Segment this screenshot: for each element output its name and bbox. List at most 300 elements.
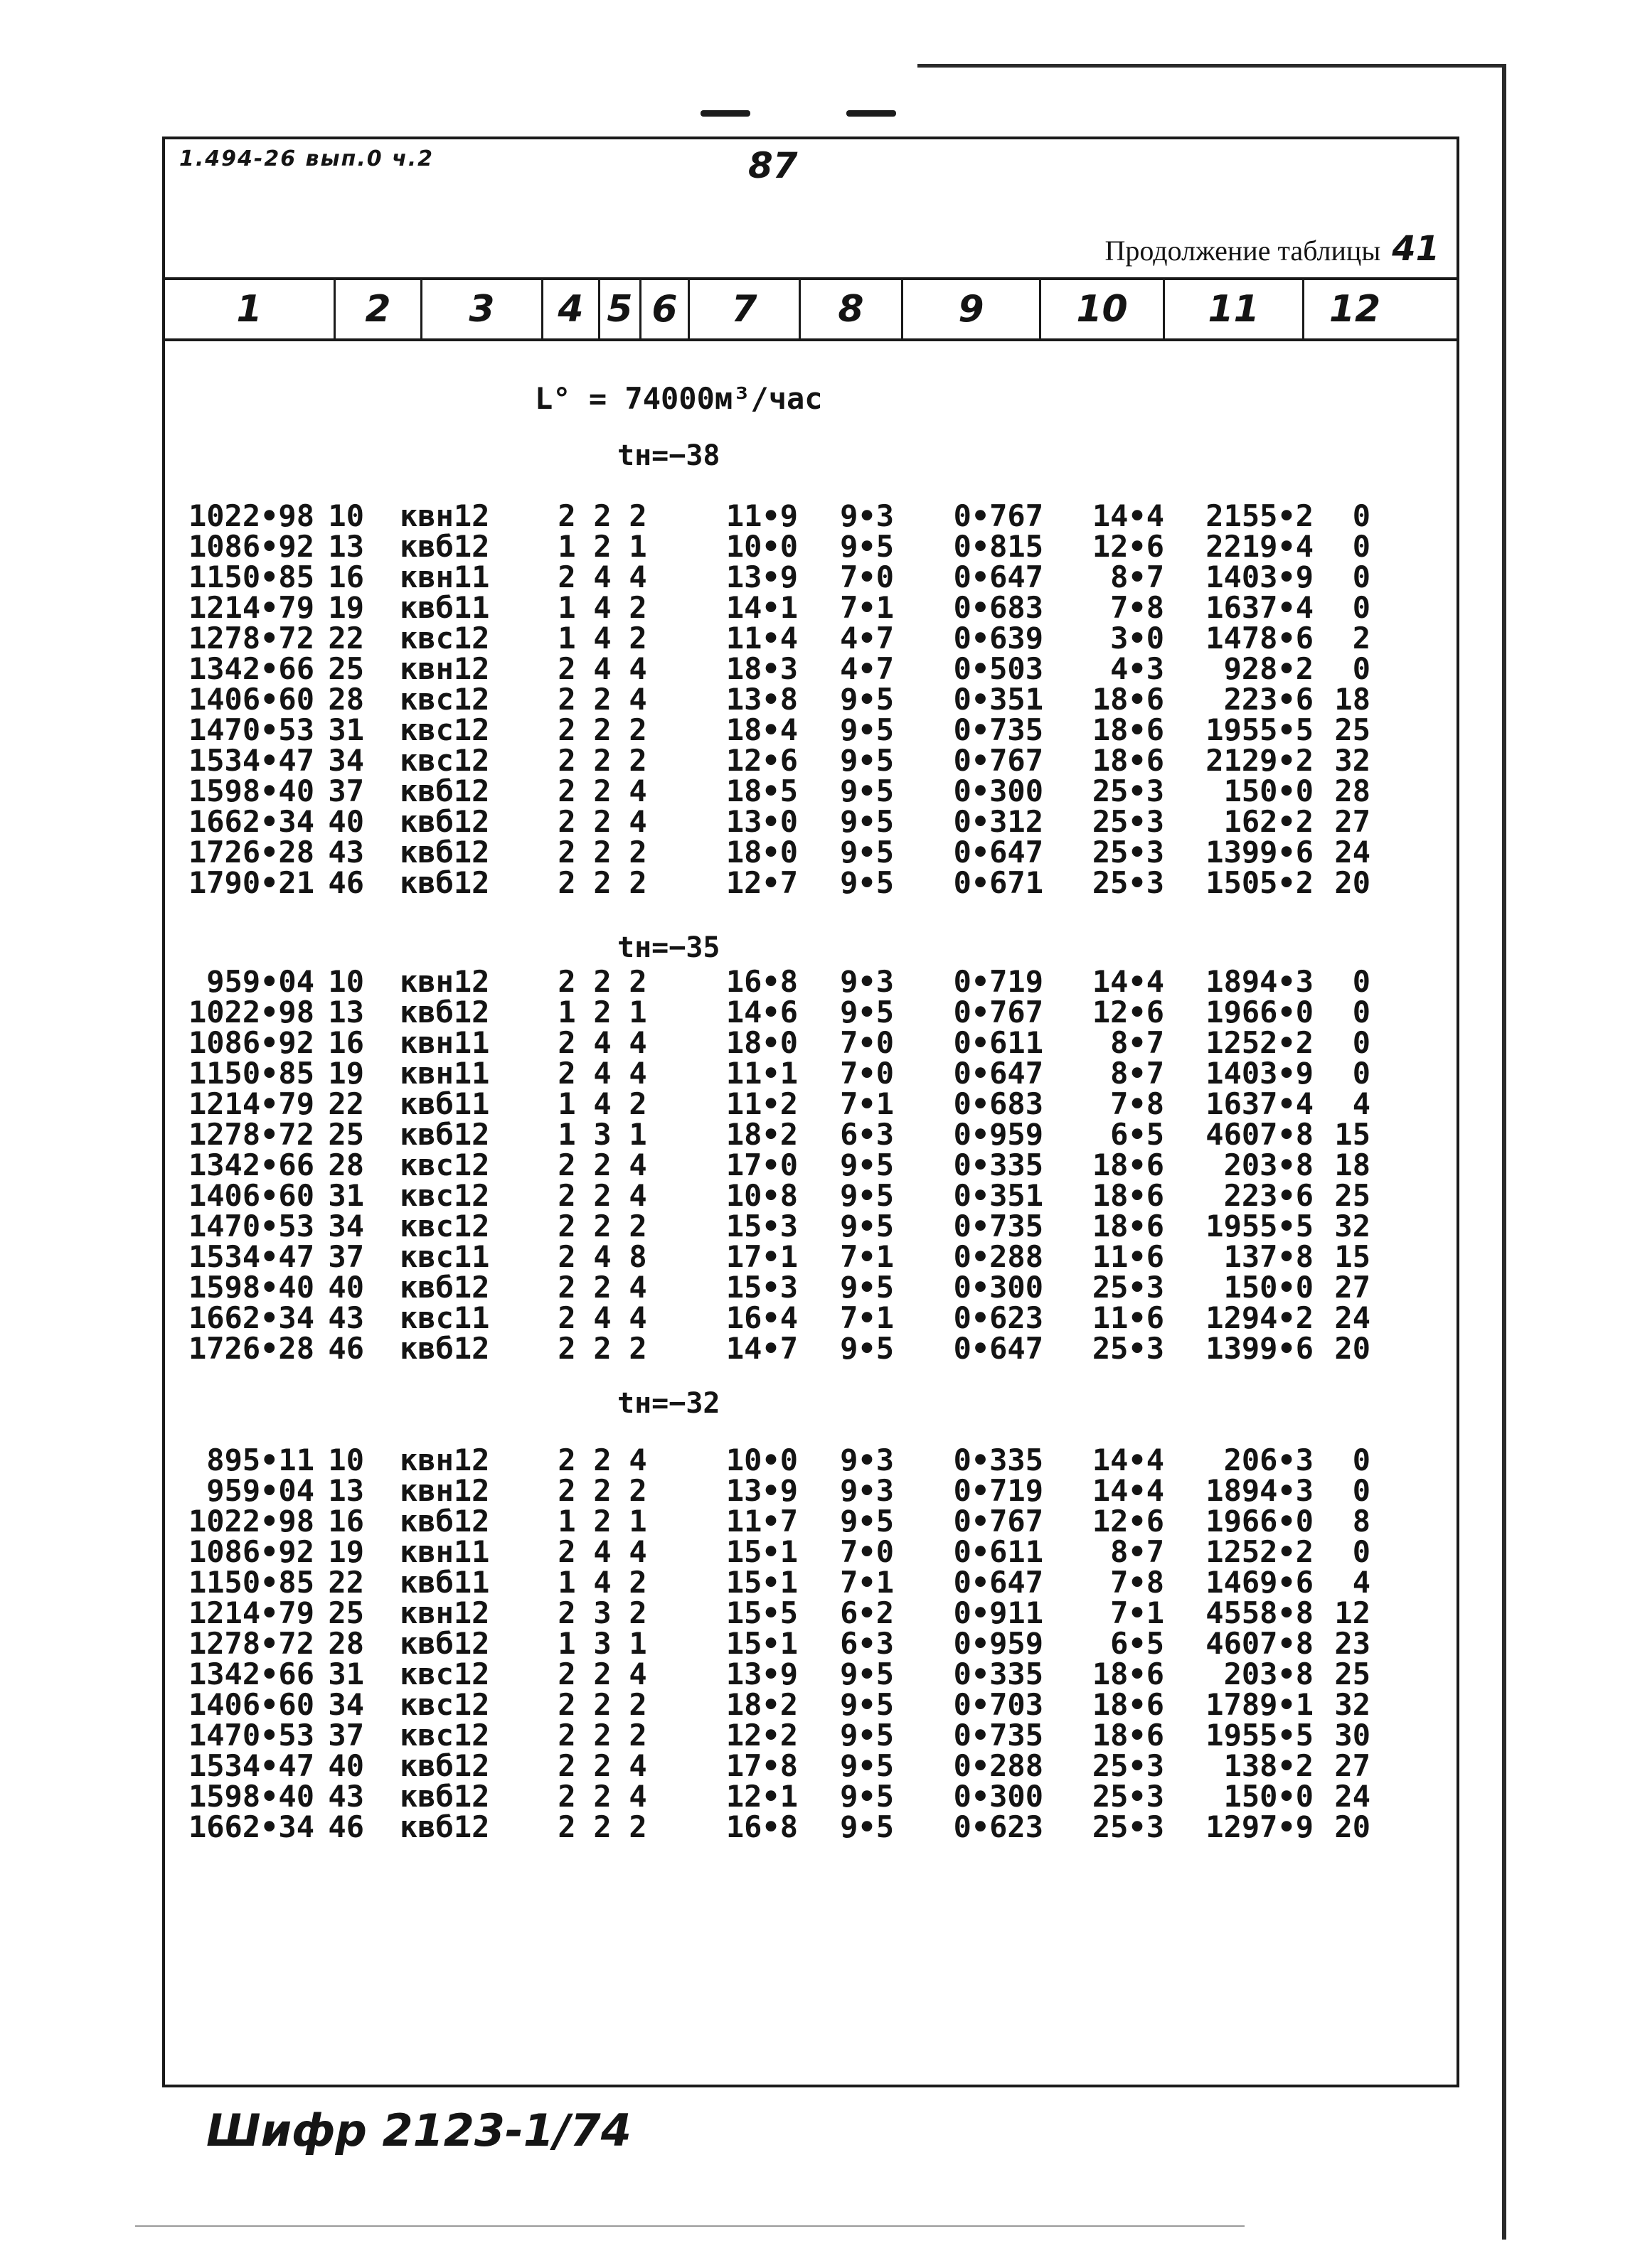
table-cell: 31 — [328, 1657, 364, 1691]
table-cell: 18•0 — [725, 835, 798, 870]
table-cell: 1726•28 — [188, 835, 314, 870]
table-cell: 2 — [558, 1748, 576, 1783]
table-cell: 150•0 — [1223, 1779, 1314, 1814]
table-cell: 2 — [558, 1331, 576, 1366]
table-cell: 27 — [1334, 1270, 1370, 1305]
table-row — [186, 1689, 1370, 1720]
table-cell: 1399•6 — [1205, 835, 1314, 870]
table-cell: 1 — [558, 1504, 576, 1539]
table-row — [186, 653, 1370, 684]
table-cell: 7•1 — [840, 1300, 894, 1335]
table-cell: 4 — [593, 621, 612, 656]
table-cell: 9•5 — [840, 743, 894, 778]
table-cell: квн11 — [400, 1056, 490, 1091]
table-cell: 2 — [593, 1718, 612, 1753]
table-cell: 25 — [328, 1117, 364, 1152]
table-cell: 14•4 — [1092, 964, 1164, 999]
table-cell: 0•647 — [953, 1056, 1043, 1091]
table-cell: квб11 — [400, 590, 490, 625]
table-cell: 2 — [558, 1473, 576, 1508]
table-row — [186, 1027, 1370, 1058]
table-cell: 2 — [593, 1657, 612, 1691]
table-cell: квн12 — [400, 1473, 490, 1508]
table-cell: 203•8 — [1223, 1148, 1314, 1182]
table-cell: 0 — [1352, 1443, 1370, 1477]
table-cell: 4 — [593, 1025, 612, 1060]
table-cell: 1598•40 — [188, 1270, 314, 1305]
column-number: 3 — [422, 280, 543, 338]
table-cell: квн11 — [400, 1534, 490, 1569]
column-number: 4 — [543, 280, 600, 338]
table-cell: 18 — [1334, 1148, 1370, 1182]
table-cell: квб12 — [400, 1809, 490, 1844]
table-cell: 2 — [593, 1473, 612, 1508]
table-cell: 24 — [1334, 1300, 1370, 1335]
table-cell: 2 — [558, 743, 576, 778]
table-cell: 0 — [1352, 1473, 1370, 1508]
table-cell: 2 — [593, 995, 612, 1029]
table-cell: 2 — [558, 682, 576, 717]
table-cell: 9•5 — [840, 1331, 894, 1366]
table-cell: 1150•85 — [188, 1056, 314, 1091]
table-cell: 13•9 — [725, 1657, 798, 1691]
table-cell: 0•611 — [953, 1534, 1043, 1569]
table-cell: 1534•47 — [188, 743, 314, 778]
table-cell: 8•7 — [1110, 1534, 1164, 1569]
table-cell: 2 — [629, 1331, 647, 1366]
table-cell: 25•3 — [1092, 804, 1164, 839]
table-cell: 40 — [328, 1270, 364, 1305]
table-cell: 1534•47 — [188, 1748, 314, 1783]
table-cell: 15•5 — [725, 1595, 798, 1630]
table-cell: 0•719 — [953, 964, 1043, 999]
table-cell: 9•5 — [840, 1504, 894, 1539]
table-cell: 37 — [328, 1239, 364, 1274]
table-cell: 43 — [328, 1300, 364, 1335]
table-cell: 1086•92 — [188, 1534, 314, 1569]
table-cell: 22 — [328, 1086, 364, 1121]
table-cell: квн11 — [400, 560, 490, 594]
table-cell: 1342•66 — [188, 1148, 314, 1182]
table-cell: 28 — [328, 1148, 364, 1182]
table-cell: 0•767 — [953, 995, 1043, 1029]
table-cell: 0 — [1352, 498, 1370, 533]
table-cell: 16•8 — [725, 1809, 798, 1844]
document-sheet — [162, 137, 1459, 2087]
table-cell: 1150•85 — [188, 1565, 314, 1600]
table-cell: 6•2 — [840, 1595, 894, 1630]
table-cell: квс12 — [400, 621, 490, 656]
table-cell: 0•288 — [953, 1748, 1043, 1783]
table-cell: 0 — [1352, 529, 1370, 564]
table-cell: 2 — [593, 1504, 612, 1539]
table-cell: 1790•21 — [188, 865, 314, 900]
table-cell: 2 — [629, 498, 647, 533]
table-cell: 2 — [629, 590, 647, 625]
table-cell: 12•6 — [1092, 995, 1164, 1029]
table-cell: квс12 — [400, 1718, 490, 1753]
table-cell: 2 — [593, 1270, 612, 1305]
table-cell: 18•6 — [1092, 1148, 1164, 1182]
table-cell: квб12 — [400, 804, 490, 839]
table-cell: 25•3 — [1092, 1331, 1164, 1366]
temperature-group-title: tн=−38 — [617, 439, 720, 472]
table-cell: 2 — [558, 560, 576, 594]
table-cell: 40 — [328, 1748, 364, 1783]
table-cell: 0•683 — [953, 1086, 1043, 1121]
table-cell: квс12 — [400, 1148, 490, 1182]
table-cell: квб12 — [400, 529, 490, 564]
table-row — [186, 1272, 1370, 1303]
table-cell: 223•6 — [1223, 1178, 1314, 1213]
table-row — [186, 501, 1370, 531]
table-cell: 14•4 — [1092, 498, 1164, 533]
table-cell: 6•3 — [840, 1117, 894, 1152]
table-cell: 1 — [629, 995, 647, 1029]
table-cell: 4 — [593, 1300, 612, 1335]
table-row — [186, 1750, 1370, 1781]
table-cell: 30 — [1334, 1718, 1370, 1753]
table-cell: 9•3 — [840, 1473, 894, 1508]
table-cell: 0•351 — [953, 1178, 1043, 1213]
table-cell: 27 — [1334, 804, 1370, 839]
table-cell: 0 — [1352, 964, 1370, 999]
table-cell: квс12 — [400, 1178, 490, 1213]
table-cell: квн12 — [400, 1443, 490, 1477]
table-row — [186, 1119, 1370, 1150]
table-cell: 32 — [1334, 1687, 1370, 1722]
table-cell: 18 — [1334, 682, 1370, 717]
table-cell: 20 — [1334, 1809, 1370, 1844]
table-cell: 22 — [328, 621, 364, 656]
table-cell: 1 — [558, 1626, 576, 1661]
table-cell: 1 — [558, 621, 576, 656]
table-cell: 4 — [629, 1148, 647, 1182]
table-cell: 2 — [629, 743, 647, 778]
table-cell: 2 — [558, 1443, 576, 1477]
table-cell: 15•1 — [725, 1565, 798, 1600]
table-cell: 13 — [328, 529, 364, 564]
table-cell: 9•5 — [840, 529, 894, 564]
table-cell: 0•639 — [953, 621, 1043, 656]
table-cell: 9•5 — [840, 835, 894, 870]
column-number: 5 — [600, 280, 641, 338]
table-cell: 1252•2 — [1205, 1025, 1314, 1060]
table-cell: 3 — [593, 1117, 612, 1152]
table-cell: 18•4 — [725, 712, 798, 747]
table-cell: 40 — [328, 804, 364, 839]
table-cell: 2 — [558, 835, 576, 870]
table-cell: 4 — [593, 1239, 612, 1274]
table-cell: 24 — [1334, 835, 1370, 870]
table-cell: 4607•8 — [1205, 1117, 1314, 1152]
table-cell: 11•6 — [1092, 1300, 1164, 1335]
table-cell: квн12 — [400, 498, 490, 533]
table-cell: 1469•6 — [1205, 1565, 1314, 1600]
table-cell: квн12 — [400, 651, 490, 686]
table-cell: 4 — [629, 1657, 647, 1691]
table-cell: 1470•53 — [188, 1209, 314, 1243]
table-cell: 1 — [558, 1117, 576, 1152]
table-row — [186, 1445, 1370, 1475]
table-cell: 7•1 — [1110, 1595, 1164, 1630]
table-row — [186, 1536, 1370, 1567]
table-cell: 4•7 — [840, 621, 894, 656]
table-cell: 0•703 — [953, 1687, 1043, 1722]
table-cell: 1406•60 — [188, 1178, 314, 1213]
column-number: 7 — [690, 280, 801, 338]
table-cell: 2 — [558, 774, 576, 808]
table-cell: 4 — [593, 560, 612, 594]
table-cell: 2 — [593, 1687, 612, 1722]
table-cell: 6•5 — [1110, 1626, 1164, 1661]
table-row — [186, 1567, 1370, 1598]
table-cell: 2 — [558, 651, 576, 686]
table-cell: квн12 — [400, 964, 490, 999]
table-cell: 18•6 — [1092, 712, 1164, 747]
table-cell: 7•0 — [840, 1056, 894, 1091]
table-cell: 0•312 — [953, 804, 1043, 839]
table-cell: 2 — [629, 621, 647, 656]
table-cell: 1252•2 — [1205, 1534, 1314, 1569]
table-row — [186, 531, 1370, 562]
table-cell: 10 — [328, 498, 364, 533]
table-cell: 28 — [328, 1626, 364, 1661]
table-cell: 19 — [328, 1056, 364, 1091]
table-cell: 13•9 — [725, 560, 798, 594]
table-cell: 1966•0 — [1205, 1504, 1314, 1539]
table-cell: 8 — [1352, 1504, 1370, 1539]
table-cell: 8•7 — [1110, 1025, 1164, 1060]
table-cell: 7•1 — [840, 590, 894, 625]
table-cell: 9•5 — [840, 1809, 894, 1844]
table-cell: 8•7 — [1110, 560, 1164, 594]
table-cell: 12 — [1334, 1595, 1370, 1630]
table-cell: 9•5 — [840, 865, 894, 900]
table-cell: 25•3 — [1092, 1270, 1164, 1305]
table-cell: 1 — [629, 529, 647, 564]
table-cell: 0•647 — [953, 1565, 1043, 1600]
table-cell: 0•647 — [953, 835, 1043, 870]
table-cell: 1637•4 — [1205, 1086, 1314, 1121]
table-row — [186, 1812, 1370, 1842]
table-row — [186, 1150, 1370, 1180]
table-row — [186, 966, 1370, 997]
table-cell: 0•335 — [953, 1443, 1043, 1477]
table-cell: 34 — [328, 1209, 364, 1243]
table-cell: 2 — [558, 1178, 576, 1213]
temperature-group-title: tн=−32 — [617, 1387, 720, 1420]
table-cell: 46 — [328, 865, 364, 900]
table-cell: 0 — [1352, 1534, 1370, 1569]
table-cell: 0•735 — [953, 1718, 1043, 1753]
table-cell: 1022•98 — [188, 995, 314, 1029]
table-cell: 19 — [328, 1534, 364, 1569]
table-cell: 15•3 — [725, 1209, 798, 1243]
table-cell: 0•959 — [953, 1626, 1043, 1661]
table-cell: 1214•79 — [188, 1086, 314, 1121]
table-cell: квс11 — [400, 1300, 490, 1335]
table-cell: 1214•79 — [188, 590, 314, 625]
column-number: 10 — [1041, 280, 1165, 338]
table-cell: квб12 — [400, 1779, 490, 1814]
table-cell: 2 — [558, 804, 576, 839]
table-cell: 9•5 — [840, 1687, 894, 1722]
data-table-group — [186, 1445, 1370, 1842]
table-cell: 18•6 — [1092, 1687, 1164, 1722]
table-caption — [1105, 229, 1439, 269]
table-row — [186, 1180, 1370, 1211]
table-cell: 2 — [593, 1148, 612, 1182]
table-cell: 7•1 — [840, 1565, 894, 1600]
table-row — [186, 1475, 1370, 1506]
table-cell: 17•0 — [725, 1148, 798, 1182]
table-cell: 2 — [593, 835, 612, 870]
table-cell: 46 — [328, 1809, 364, 1844]
table-cell: 2 — [629, 1687, 647, 1722]
table-cell: квб12 — [400, 1270, 490, 1305]
table-cell: 14•6 — [725, 995, 798, 1029]
table-cell: 2 — [629, 1565, 647, 1600]
table-cell: квс12 — [400, 1657, 490, 1691]
table-cell: 7•1 — [840, 1239, 894, 1274]
table-row — [186, 1659, 1370, 1689]
air-flow-label: L° = 74000м³/час — [535, 381, 823, 416]
table-cell: 2 — [593, 1809, 612, 1844]
table-cell: 2 — [629, 1809, 647, 1844]
table-cell: 2 — [629, 964, 647, 999]
table-cell: 27 — [1334, 1748, 1370, 1783]
table-cell: 1955•5 — [1205, 712, 1314, 747]
table-cell: квн12 — [400, 1595, 490, 1630]
table-cell: 11•1 — [725, 1056, 798, 1091]
table-cell: 1342•66 — [188, 651, 314, 686]
table-cell: 2 — [629, 1718, 647, 1753]
table-cell: 4 — [593, 1565, 612, 1600]
table-cell: 0•288 — [953, 1239, 1043, 1274]
table-cell: 0•911 — [953, 1595, 1043, 1630]
table-cell: 1598•40 — [188, 774, 314, 808]
table-cell: 0•719 — [953, 1473, 1043, 1508]
table-cell: 0•611 — [953, 1025, 1043, 1060]
table-cell: 8 — [629, 1239, 647, 1274]
table-cell: 16 — [328, 1025, 364, 1060]
table-cell: 10 — [328, 964, 364, 999]
table-cell: 8•7 — [1110, 1056, 1164, 1091]
table-cell: 1022•98 — [188, 1504, 314, 1539]
table-row — [186, 562, 1370, 592]
table-cell: 2 — [593, 774, 612, 808]
table-cell: 1 — [629, 1626, 647, 1661]
table-row — [186, 776, 1370, 806]
table-cell: 2 — [558, 1809, 576, 1844]
table-cell: 25 — [328, 1595, 364, 1630]
table-row — [186, 592, 1370, 623]
table-cell: квб12 — [400, 1626, 490, 1661]
table-cell: 16•8 — [725, 964, 798, 999]
table-cell: квс12 — [400, 1209, 490, 1243]
table-row — [186, 1058, 1370, 1088]
table-cell: 0•767 — [953, 498, 1043, 533]
table-cell: 31 — [328, 712, 364, 747]
column-number-header — [165, 277, 1457, 341]
table-cell: 1 — [629, 1504, 647, 1539]
table-cell: 25 — [328, 651, 364, 686]
table-cell: 7•8 — [1110, 1565, 1164, 1600]
table-cell: квб11 — [400, 1565, 490, 1600]
table-cell: 959•04 — [206, 964, 314, 999]
table-cell: 0•815 — [953, 529, 1043, 564]
table-cell: 15 — [1334, 1117, 1370, 1152]
table-cell: 2 — [558, 1148, 576, 1182]
column-number: 12 — [1328, 288, 1381, 331]
table-cell: 11•4 — [725, 621, 798, 656]
table-cell: 25•3 — [1092, 835, 1164, 870]
table-cell: 1406•60 — [188, 682, 314, 717]
table-cell: 7•0 — [840, 1025, 894, 1060]
table-cell: 4 — [593, 1534, 612, 1569]
table-cell: 14•1 — [725, 590, 798, 625]
table-cell: 2 — [593, 964, 612, 999]
table-cell: 9•5 — [840, 1209, 894, 1243]
table-cell: 28 — [328, 682, 364, 717]
table-cell: 9•5 — [840, 774, 894, 808]
table-cell: 0•335 — [953, 1657, 1043, 1691]
table-cell: 25•3 — [1092, 774, 1164, 808]
table-cell: 9•5 — [840, 1657, 894, 1691]
table-cell: 4 — [629, 651, 647, 686]
table-cell: 223•6 — [1223, 682, 1314, 717]
table-cell: 2 — [558, 1687, 576, 1722]
page-number: 87 — [748, 145, 798, 186]
table-cell: 1086•92 — [188, 529, 314, 564]
table-cell: 18•5 — [725, 774, 798, 808]
table-cell: 2 — [1352, 621, 1370, 656]
table-number: 41 — [1392, 229, 1439, 269]
table-cell: 0•647 — [953, 560, 1043, 594]
table-cell: 37 — [328, 774, 364, 808]
table-cell: 34 — [328, 743, 364, 778]
table-cell: 1150•85 — [188, 560, 314, 594]
table-cell: 22 — [328, 1565, 364, 1600]
table-cell: 9•5 — [840, 804, 894, 839]
table-cell: 2 — [558, 1056, 576, 1091]
table-cell: 2 — [558, 498, 576, 533]
table-cell: 4 — [629, 1300, 647, 1335]
table-cell: 10•8 — [725, 1178, 798, 1213]
table-cell: 0•623 — [953, 1300, 1043, 1335]
table-cell: 18•6 — [1092, 1178, 1164, 1213]
table-cell: 2 — [629, 1473, 647, 1508]
table-cell: 25 — [1334, 1657, 1370, 1691]
table-cell: 0•959 — [953, 1117, 1043, 1152]
table-cell: 1955•5 — [1205, 1209, 1314, 1243]
table-cell: квб12 — [400, 995, 490, 1029]
table-cell: 9•5 — [840, 1748, 894, 1783]
table-cell: 12•1 — [725, 1779, 798, 1814]
table-cell: 3•0 — [1110, 621, 1164, 656]
table-cell: 10 — [328, 1443, 364, 1477]
table-cell: 4607•8 — [1205, 1626, 1314, 1661]
scan-edge-line — [135, 2225, 1245, 2227]
table-cell: 16•4 — [725, 1300, 798, 1335]
table-cell: 2 — [629, 835, 647, 870]
table-cell: 10•0 — [725, 1443, 798, 1477]
table-cell: 12•6 — [1092, 1504, 1164, 1539]
table-cell: 4 — [629, 1534, 647, 1569]
table-cell: 7•0 — [840, 1534, 894, 1569]
table-row — [186, 1211, 1370, 1241]
